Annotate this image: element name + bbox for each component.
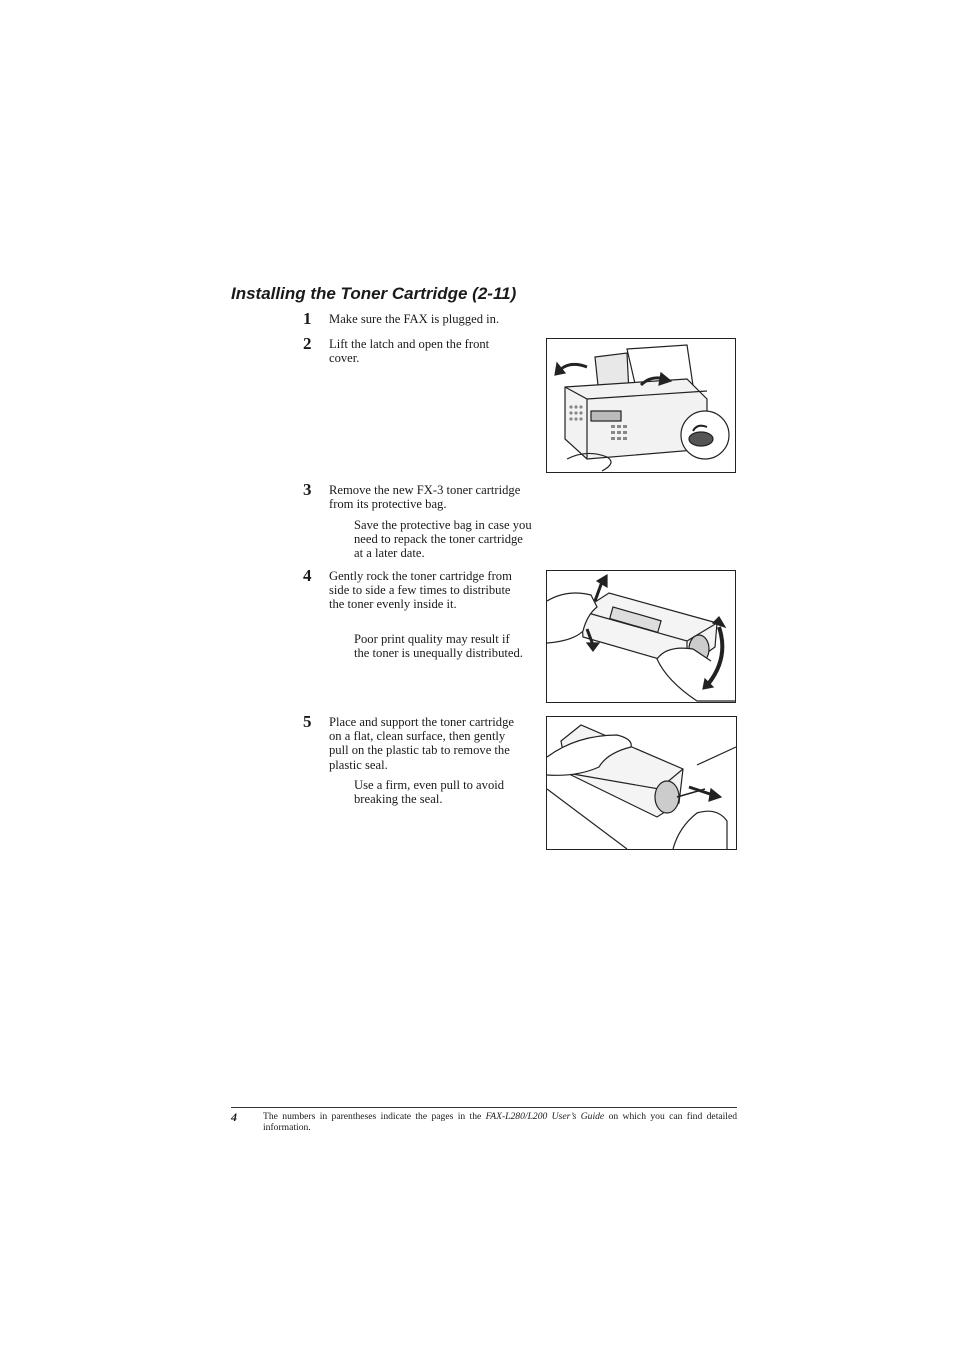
step-4-text: Gently rock the toner cartridge from side to side a few times to distribute the toner evenly inside it. xyxy=(329,569,512,612)
step-4-number: 4 xyxy=(303,566,312,585)
step-4-note: Poor print quality may result if the toner is unequally distributed. xyxy=(354,632,523,661)
remove-seal-illustration xyxy=(546,716,737,850)
step-2-number: 2 xyxy=(303,334,312,353)
footnote-text-after: on which you can find detailed information. xyxy=(263,1111,738,1133)
footnote-text-before: The numbers in parentheses indicate the pages in the xyxy=(263,1111,486,1122)
step-1-number: 1 xyxy=(303,309,312,328)
toner-cartridge-rocking-drawing xyxy=(547,571,735,702)
step-3-note: Save the protective bag in case you need to repack the toner cartridge at a later date. xyxy=(354,518,532,561)
rock-cartridge-illustration xyxy=(546,570,736,703)
section-heading: Installing the Toner Cartridge (2-11) xyxy=(231,284,517,303)
step-3-text: Remove the new FX-3 toner cartridge from its protective bag. xyxy=(329,483,521,512)
step-2-text: Lift the latch and open the front cover. xyxy=(329,337,490,366)
step-5-number: 5 xyxy=(303,712,312,731)
footer-divider xyxy=(231,1107,737,1108)
step-1-text: Make sure the FAX is plugged in. xyxy=(329,312,500,326)
seal-removal-drawing xyxy=(547,717,736,849)
footnote-guide-title: FAX-L280/L200 User’s Guide xyxy=(485,1111,605,1122)
step-5-note: Use a firm, even pull to avoid breaking the seal. xyxy=(354,778,505,807)
step-5-text: Place and support the toner cartridge on a flat, clean surface, then gently pull on the plastic tab to remove the plastic seal. xyxy=(329,715,514,772)
step-3-number: 3 xyxy=(303,480,312,499)
fax-open-cover-illustration xyxy=(546,338,736,473)
footnote xyxy=(263,1112,737,1133)
fax-machine-drawing xyxy=(547,339,735,472)
page-number: 4 xyxy=(231,1110,237,1124)
